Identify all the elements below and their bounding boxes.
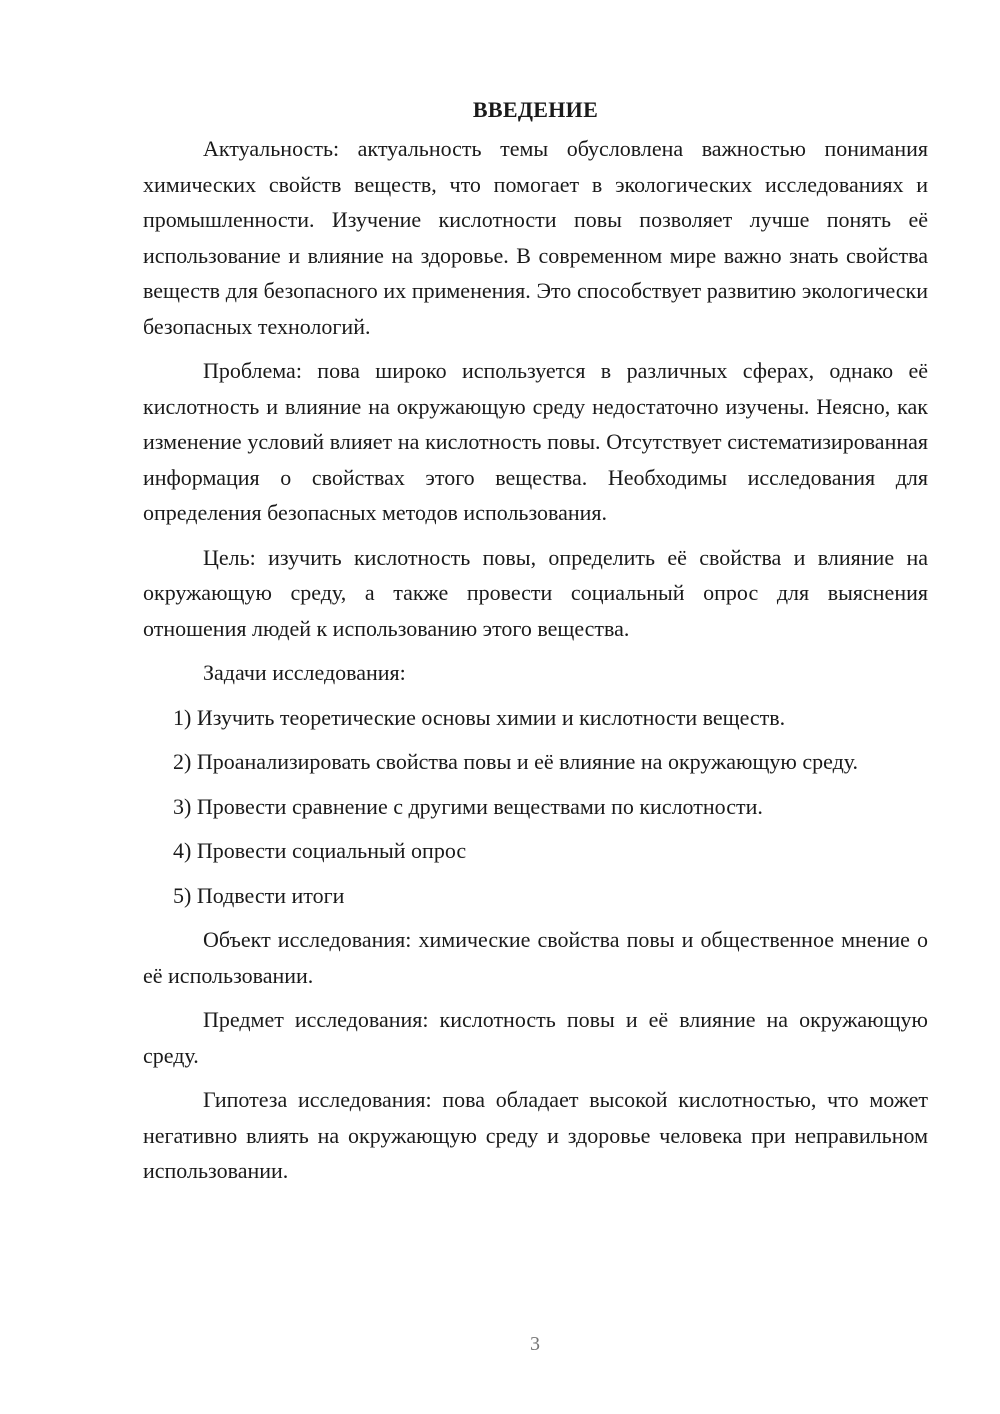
tasks-title: Задачи исследования: bbox=[203, 660, 406, 685]
task-item-5: 5) Подвести итоги bbox=[173, 882, 345, 908]
paragraph-subject: Предмет исследования: кислотность повы и её влияние на окружающую среду. bbox=[143, 1007, 928, 1068]
paragraph-hypothesis: Гипотеза исследования: пова обладает высокой кислотностью, что может негативно влиять на окружающую среду и здоровье человека при неправильном использовании. bbox=[143, 1087, 928, 1183]
page-number: 3 bbox=[530, 1333, 540, 1355]
task-item-2: 2) Проанализировать свойства повы и её влияние на окружающую среду. bbox=[173, 749, 859, 774]
task-item-1: 1) Изучить теоретические основы химии и кислотности веществ. bbox=[173, 704, 786, 730]
document-page bbox=[143, 92, 928, 1198]
paragraph-object: Объект исследования: химические свойства повы и общественное мнение о её использовании. bbox=[143, 927, 928, 988]
task-item-3: 3) Провести сравнение с другими веществами по кислотности. bbox=[173, 793, 763, 819]
paragraph-goal: Цель: изучить кислотность повы, определить её свойства и влияние на окружающую среду, а также провести социальный опрос для выяснения отношения людей к использованию этого вещества. bbox=[143, 544, 928, 641]
task-item-4: 4) Провести социальный опрос bbox=[173, 838, 467, 863]
paragraph-relevance: Актуальность: актуальность темы обусловлена важностью понимания химических свойств веществ, что помогает в экологических исследованиях и промышленности. Изучение кислотности повы позволяет лучше понять её использование и влияние на здоровье. В современном мире важно знать свойства веществ для безопасного их применения. Это способствует развитию экологически безопасных технологий. bbox=[143, 136, 928, 339]
section-heading: ВВЕДЕНИЕ bbox=[472, 97, 599, 122]
paragraph-problem: Проблема: пова широко используется в различных сферах, однако её кислотность и влияние на окружающую среду недостаточно изучены. Неясно, как изменение условий влияет на кислотность повы. Отсутствует систематизированная информация о свойствах этого вещества. Необходимы исследования для определения безопасных методов использования. bbox=[143, 358, 928, 525]
tasks-list bbox=[143, 700, 928, 914]
